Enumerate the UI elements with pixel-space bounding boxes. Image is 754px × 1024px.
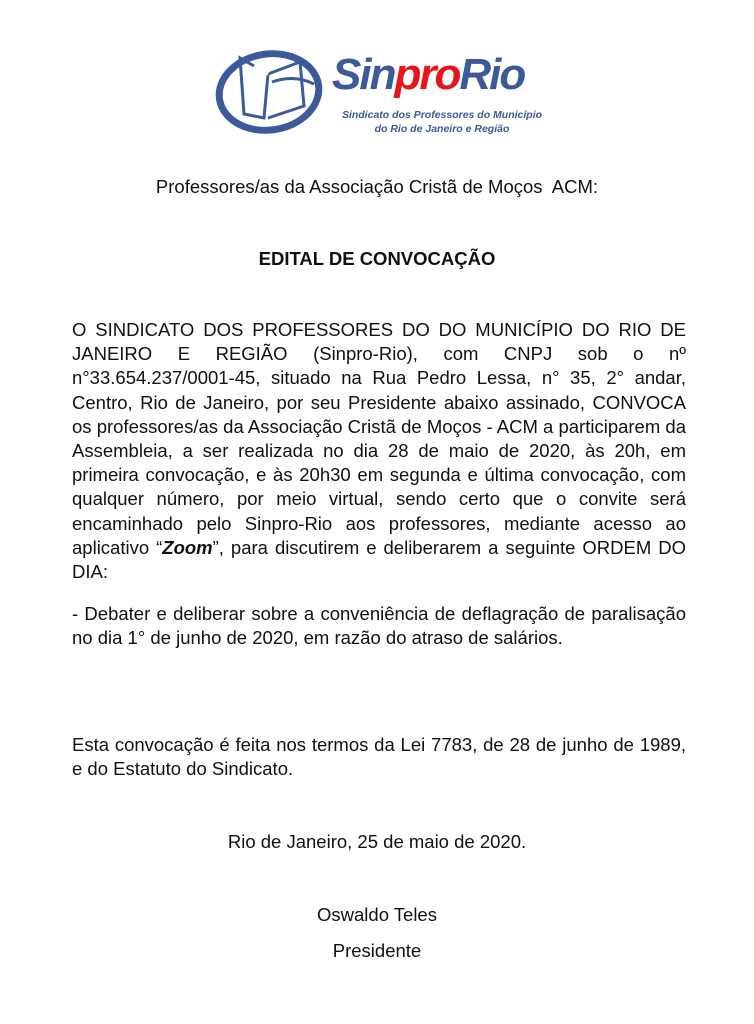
greeting: Professores/as da Associação Cristã de Moços ACM:	[155, 176, 599, 197]
convocation-text-start: O SINDICATO DOS PROFESSORES DO DO MUNICÍPIO DO RIO DE JANEIRO E REGIÃO (Sinpro-Rio), com CNPJ sob o nº n°33.654.237/0001-45, situado na Rua Pedro Lessa, n° 35, 2° andar, Centro, Rio de Janeiro, por seu Presidente abaixo assinado, CONVOCA os professores/as da Associação Cristã de Moços - ACM a participarem da Assembleia, a ser realizada no dia 28 de maio de 2020, às 20h, em primeira convocação, e às 20h30 em segunda e última convocação, com qualquer número, por meio virtual, sendo certo que o convite será encaminhado pelo Sinpro-Rio aos professores, mediante acesso ao aplicativo “	[72, 319, 686, 558]
logo-word-rio: Rio	[459, 50, 525, 99]
sinpro-rio-logo	[214, 44, 544, 144]
legal-basis-paragraph: Esta convocação é feita nos termos da Lei 7783, de 28 de junho de 1989, e do Estatuto do Sindicato.	[72, 734, 686, 780]
agenda-item: - Debater e deliberar sobre a conveniência de deflagração de paralisação no dia 1° de junho de 2020, em razão do atraso de salários.	[72, 603, 686, 649]
logo-subtitle-line2: do Rio de Janeiro e Região	[374, 123, 510, 135]
document-title: EDITAL DE CONVOCAÇÃO	[258, 248, 496, 269]
logo-word-pro: pro	[394, 50, 460, 99]
place-and-date: Rio de Janeiro, 25 de maio de 2020.	[227, 831, 527, 852]
signer-name: Oswaldo Teles	[317, 904, 437, 925]
open-book-emblem-icon	[214, 44, 326, 136]
convocation-paragraph	[72, 318, 686, 584]
zoom-app-name: Zoom	[162, 536, 213, 558]
logo-subtitle-line1: Sindicato dos Professores do Município	[341, 109, 543, 121]
convocation-text-end: ”, para discutirem e deliberarem a seguinte ORDEM DO DIA:	[72, 536, 686, 583]
signer-role: Presidente	[332, 940, 422, 961]
logo-word-sin: Sin	[332, 50, 395, 99]
logo-wordmark	[332, 48, 524, 102]
